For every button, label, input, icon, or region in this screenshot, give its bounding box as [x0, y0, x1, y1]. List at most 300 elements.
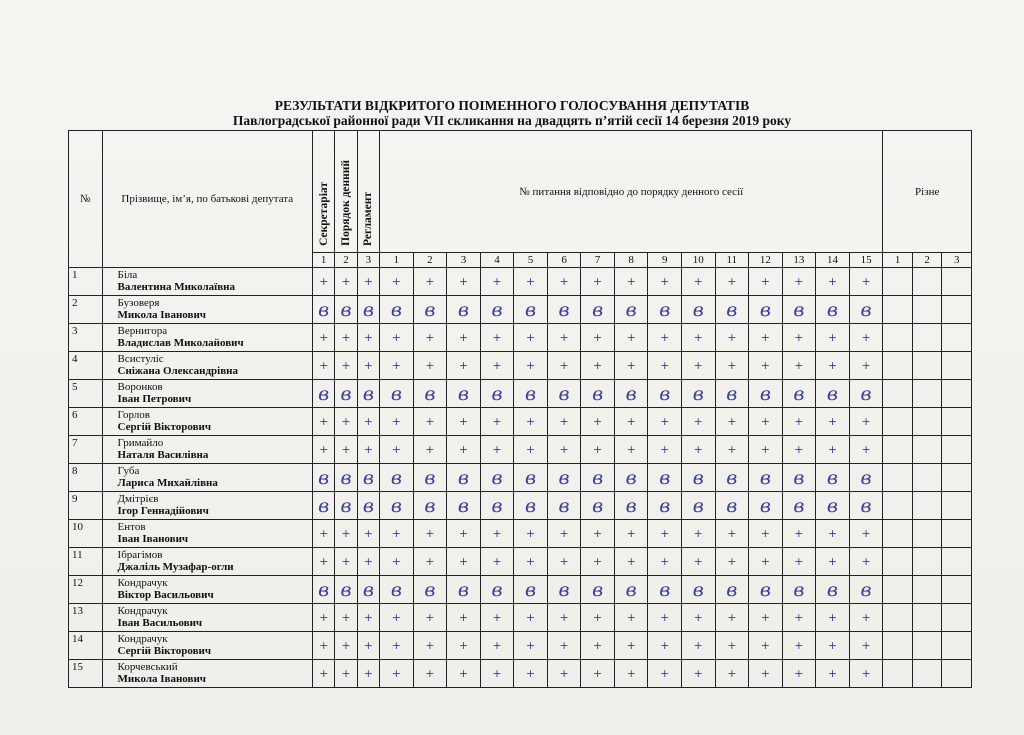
vote-mark: + — [380, 520, 414, 548]
vote-mark: + — [614, 408, 648, 436]
vote-mark: в — [413, 464, 447, 492]
misc-col-2: 2 — [912, 253, 941, 268]
vote-mark: в — [514, 380, 548, 408]
vote-mark: + — [547, 520, 581, 548]
vote-mark: + — [816, 324, 850, 352]
vote-mark: в — [380, 296, 414, 324]
deputy-name — [102, 436, 312, 464]
vote-mark: + — [447, 268, 481, 296]
vote-rows — [69, 268, 972, 688]
vote-mark: + — [480, 632, 514, 660]
vote-mark: + — [581, 408, 615, 436]
vote-mark: + — [357, 408, 379, 436]
vote-mark: + — [715, 436, 749, 464]
vote-mark: + — [514, 548, 548, 576]
vote-mark: + — [782, 436, 816, 464]
vote-mark: в — [335, 576, 357, 604]
misc-cell — [883, 268, 912, 296]
misc-cell — [883, 464, 912, 492]
vote-mark: в — [447, 576, 481, 604]
vote-mark: в — [682, 380, 716, 408]
deputy-first-name: Віктор Васильович — [117, 589, 214, 601]
vote-mark: в — [749, 380, 783, 408]
row-number: 14 — [69, 632, 103, 660]
misc-cell — [942, 296, 972, 324]
deputy-name — [102, 632, 312, 660]
vote-mark: + — [816, 548, 850, 576]
vote-mark: + — [447, 632, 481, 660]
vote-mark: + — [480, 408, 514, 436]
vote-mark: + — [380, 352, 414, 380]
misc-cell — [942, 632, 972, 660]
vote-mark: + — [749, 660, 783, 688]
deputy-last-name: Кондрачук — [117, 633, 168, 645]
vote-mark: в — [614, 380, 648, 408]
row-number: 10 — [69, 520, 103, 548]
vote-mark: в — [648, 464, 682, 492]
vote-mark: в — [581, 296, 615, 324]
deputy-name — [102, 268, 312, 296]
misc-cell — [942, 268, 972, 296]
vote-mark: + — [413, 632, 447, 660]
misc-cell — [883, 296, 912, 324]
vote-mark: + — [715, 408, 749, 436]
misc-cell — [912, 268, 941, 296]
vote-mark: + — [682, 268, 716, 296]
vote-mark: в — [782, 492, 816, 520]
vote-mark: в — [715, 464, 749, 492]
vote-mark: + — [514, 436, 548, 464]
deputy-last-name: Гримайло — [117, 437, 164, 449]
deputy-name — [102, 492, 312, 520]
vote-mark: + — [715, 604, 749, 632]
vote-mark: + — [514, 604, 548, 632]
vote-mark: + — [749, 436, 783, 464]
vote-mark: в — [849, 296, 883, 324]
vote-mark: + — [547, 548, 581, 576]
deputy-last-name: Всистуліс — [117, 353, 164, 365]
vote-mark: + — [581, 548, 615, 576]
agenda-col-6: 6 — [547, 253, 581, 268]
vote-mark: + — [749, 632, 783, 660]
agenda-col-2: 2 — [413, 253, 447, 268]
deputy-first-name: Лариса Михайлівна — [117, 477, 218, 489]
vote-mark: + — [614, 604, 648, 632]
deputy-first-name: Микола Іванович — [117, 673, 207, 685]
vote-mark: + — [480, 660, 514, 688]
deputy-name — [102, 576, 312, 604]
vote-mark: в — [514, 464, 548, 492]
vote-mark: в — [447, 296, 481, 324]
deputy-name — [102, 548, 312, 576]
vote-mark: в — [335, 296, 357, 324]
vote-mark: в — [380, 576, 414, 604]
vote-mark: в — [849, 380, 883, 408]
vote-mark: + — [782, 520, 816, 548]
vote-mark: в — [849, 464, 883, 492]
vote-mark: в — [514, 296, 548, 324]
misc-cell — [942, 324, 972, 352]
vote-mark: + — [380, 268, 414, 296]
vote-mark: + — [447, 324, 481, 352]
deputy-first-name: Сніжана Олександрівна — [117, 365, 238, 377]
vote-mark: + — [380, 604, 414, 632]
vote-mark: + — [816, 632, 850, 660]
vote-mark: + — [357, 324, 379, 352]
vote-mark: в — [413, 296, 447, 324]
deputy-last-name: Воронков — [117, 381, 163, 393]
vote-mark: + — [849, 408, 883, 436]
deputy-last-name: Біла — [117, 269, 138, 281]
vote-mark: в — [682, 492, 716, 520]
vote-mark: + — [648, 632, 682, 660]
agenda-col-11: 11 — [715, 253, 749, 268]
vote-mark: + — [682, 548, 716, 576]
misc-cell — [883, 352, 912, 380]
vote-mark: в — [335, 492, 357, 520]
vote-mark: + — [682, 352, 716, 380]
vote-mark: + — [782, 352, 816, 380]
vote-mark: в — [816, 464, 850, 492]
deputy-name — [102, 464, 312, 492]
vote-mark: + — [413, 660, 447, 688]
misc-cell — [883, 324, 912, 352]
row-number: 5 — [69, 380, 103, 408]
misc-cell — [942, 352, 972, 380]
deputy-first-name: Валентина Миколаївна — [117, 281, 235, 293]
vote-mark: + — [357, 436, 379, 464]
document-title: РЕЗУЛЬТАТИ ВІДКРИТОГО ПОІМЕННОГО ГОЛОСУВАННЯ ДЕПУТАТІВ — [274, 98, 750, 113]
misc-cell — [942, 520, 972, 548]
vote-mark: + — [335, 632, 357, 660]
vote-mark: + — [782, 408, 816, 436]
vote-mark: + — [614, 520, 648, 548]
vote-mark: + — [514, 352, 548, 380]
vote-mark: + — [480, 436, 514, 464]
vote-mark: + — [413, 436, 447, 464]
misc-cell — [883, 520, 912, 548]
vote-mark: + — [715, 324, 749, 352]
vote-mark: в — [380, 492, 414, 520]
vote-mark: + — [816, 660, 850, 688]
vote-mark: в — [816, 380, 850, 408]
vote-mark: + — [816, 604, 850, 632]
vote-mark: + — [749, 604, 783, 632]
table-row — [69, 296, 972, 324]
vote-mark: + — [480, 352, 514, 380]
vote-mark: + — [581, 324, 615, 352]
table-row — [69, 604, 972, 632]
vote-mark: в — [749, 296, 783, 324]
vote-mark: + — [335, 352, 357, 380]
vote-mark: + — [547, 660, 581, 688]
misc-cell — [912, 492, 941, 520]
vote-mark: в — [547, 464, 581, 492]
vote-mark: + — [581, 520, 615, 548]
row-number: 3 — [69, 324, 103, 352]
vote-mark: + — [614, 632, 648, 660]
vote-mark: + — [335, 548, 357, 576]
vote-mark: + — [614, 660, 648, 688]
deputy-name — [102, 352, 312, 380]
vote-mark: + — [380, 324, 414, 352]
deputy-last-name: Горлов — [117, 409, 150, 421]
vote-table — [68, 130, 972, 688]
vote-mark: + — [682, 632, 716, 660]
misc-cell — [883, 548, 912, 576]
vote-mark: + — [547, 436, 581, 464]
vote-mark: в — [648, 380, 682, 408]
vote-mark: в — [335, 464, 357, 492]
vote-mark: + — [682, 520, 716, 548]
row-number: 12 — [69, 576, 103, 604]
deputy-name — [102, 296, 312, 324]
vote-mark: + — [749, 408, 783, 436]
header-name: Прізвище, ім’я, по батькові депутата — [102, 131, 312, 268]
vote-mark: + — [335, 268, 357, 296]
agenda-col-5: 5 — [514, 253, 548, 268]
vote-mark: + — [357, 632, 379, 660]
vote-mark: + — [313, 408, 335, 436]
vote-mark: + — [849, 324, 883, 352]
vote-mark: + — [357, 548, 379, 576]
vote-mark: в — [357, 296, 379, 324]
vote-mark: + — [682, 324, 716, 352]
vote-mark: + — [380, 408, 414, 436]
vote-mark: в — [749, 492, 783, 520]
vote-mark: + — [715, 520, 749, 548]
deputy-last-name: Кондрачук — [117, 577, 168, 589]
vote-mark: + — [447, 604, 481, 632]
vote-mark: + — [313, 436, 335, 464]
header-misc: Різне — [883, 131, 972, 253]
vote-mark: в — [682, 296, 716, 324]
vote-mark: + — [380, 548, 414, 576]
deputy-first-name: Сергій Вікторович — [117, 421, 212, 433]
misc-cell — [912, 660, 941, 688]
vote-mark: + — [849, 520, 883, 548]
vote-mark: в — [614, 492, 648, 520]
vote-mark: в — [715, 296, 749, 324]
agenda-col-13: 13 — [782, 253, 816, 268]
vote-mark: в — [581, 380, 615, 408]
misc-cell — [942, 492, 972, 520]
deputy-first-name: Іван Петрович — [117, 393, 192, 405]
misc-cell — [883, 660, 912, 688]
deputy-last-name: Бузоверя — [117, 297, 160, 309]
vote-mark: + — [648, 548, 682, 576]
vote-mark: + — [480, 604, 514, 632]
vote-mark: + — [581, 632, 615, 660]
misc-cell — [912, 576, 941, 604]
vote-mark: + — [335, 408, 357, 436]
vote-mark: + — [749, 324, 783, 352]
misc-cell — [942, 576, 972, 604]
vote-mark: + — [715, 268, 749, 296]
vote-mark: + — [715, 548, 749, 576]
table-row — [69, 436, 972, 464]
vote-mark: + — [614, 324, 648, 352]
agenda-col-10: 10 — [682, 253, 716, 268]
vote-mark: в — [357, 464, 379, 492]
vote-mark: в — [447, 492, 481, 520]
vote-mark: в — [816, 576, 850, 604]
vote-mark: + — [682, 660, 716, 688]
agenda-col-7: 7 — [581, 253, 615, 268]
deputy-first-name: Сергій Вікторович — [117, 645, 212, 657]
vote-mark: + — [313, 604, 335, 632]
misc-cell — [912, 380, 941, 408]
vote-mark: + — [648, 352, 682, 380]
misc-cell — [912, 296, 941, 324]
vote-mark: + — [849, 268, 883, 296]
vote-mark: в — [480, 464, 514, 492]
vote-mark: в — [547, 296, 581, 324]
vote-mark: + — [514, 268, 548, 296]
header-regulation: Регламент — [357, 131, 379, 253]
deputy-first-name: Микола Іванович — [117, 309, 207, 321]
misc-cell — [883, 604, 912, 632]
misc-col-3: 3 — [942, 253, 972, 268]
table-row — [69, 324, 972, 352]
vote-mark: в — [514, 492, 548, 520]
vote-mark: + — [413, 324, 447, 352]
vote-mark: + — [682, 436, 716, 464]
vote-mark: + — [335, 660, 357, 688]
vote-mark: в — [782, 380, 816, 408]
vote-mark: в — [357, 492, 379, 520]
vote-mark: + — [480, 548, 514, 576]
vote-mark: + — [816, 436, 850, 464]
vote-mark: в — [357, 576, 379, 604]
vote-mark: + — [313, 352, 335, 380]
vote-mark: + — [782, 660, 816, 688]
vote-mark: + — [357, 604, 379, 632]
deputy-last-name: Ібрагімов — [117, 549, 163, 561]
vote-mark: + — [648, 520, 682, 548]
vote-mark: + — [614, 352, 648, 380]
vote-mark: в — [480, 380, 514, 408]
vote-mark: в — [782, 576, 816, 604]
deputy-first-name: Владислав Миколайович — [117, 337, 244, 349]
vote-mark: + — [648, 604, 682, 632]
deputy-first-name: Ігор Геннадійович — [117, 505, 209, 517]
table-row — [69, 576, 972, 604]
vote-mark: в — [849, 492, 883, 520]
vote-mark: в — [715, 492, 749, 520]
vote-mark: в — [413, 576, 447, 604]
vote-mark: + — [413, 548, 447, 576]
vote-mark: + — [514, 632, 548, 660]
table-row — [69, 352, 972, 380]
vote-mark: в — [782, 464, 816, 492]
vote-mark: + — [313, 520, 335, 548]
vote-mark: + — [447, 660, 481, 688]
organ-col-2: 2 — [335, 253, 357, 268]
deputy-last-name: Корчевський — [117, 661, 178, 673]
misc-col-1: 1 — [883, 253, 912, 268]
header-number: № — [69, 131, 103, 268]
vote-mark: в — [380, 380, 414, 408]
vote-mark: в — [480, 296, 514, 324]
organ-col-1: 1 — [313, 253, 335, 268]
vote-mark: + — [648, 268, 682, 296]
vote-mark: в — [581, 492, 615, 520]
vote-mark: в — [682, 576, 716, 604]
vote-mark: в — [715, 576, 749, 604]
vote-mark: + — [514, 324, 548, 352]
vote-mark: в — [782, 296, 816, 324]
table-row — [69, 408, 972, 436]
row-number: 8 — [69, 464, 103, 492]
misc-cell — [883, 436, 912, 464]
misc-cell — [912, 604, 941, 632]
vote-mark: + — [413, 408, 447, 436]
vote-mark: + — [514, 660, 548, 688]
misc-cell — [912, 352, 941, 380]
vote-mark: в — [849, 576, 883, 604]
vote-mark: + — [849, 352, 883, 380]
vote-mark: + — [816, 520, 850, 548]
agenda-col-1: 1 — [380, 253, 414, 268]
row-number: 4 — [69, 352, 103, 380]
vote-mark: + — [849, 436, 883, 464]
agenda-col-9: 9 — [648, 253, 682, 268]
vote-mark: + — [682, 408, 716, 436]
vote-mark: + — [749, 352, 783, 380]
agenda-col-15: 15 — [849, 253, 883, 268]
vote-mark: + — [357, 520, 379, 548]
misc-cell — [942, 464, 972, 492]
vote-mark: + — [581, 660, 615, 688]
vote-mark: + — [547, 324, 581, 352]
vote-mark: + — [782, 268, 816, 296]
header-agenda-items: № питання відповідно до порядку денного сесії — [380, 131, 883, 253]
vote-mark: в — [547, 576, 581, 604]
misc-cell — [912, 464, 941, 492]
vote-mark: + — [849, 660, 883, 688]
deputy-name — [102, 604, 312, 632]
vote-mark: в — [648, 492, 682, 520]
vote-mark: + — [715, 660, 749, 688]
vote-mark: + — [447, 436, 481, 464]
vote-mark: в — [547, 492, 581, 520]
deputy-name — [102, 380, 312, 408]
misc-cell — [912, 548, 941, 576]
vote-mark: в — [447, 380, 481, 408]
vote-mark: в — [313, 576, 335, 604]
vote-mark: + — [816, 352, 850, 380]
vote-mark: + — [782, 324, 816, 352]
vote-mark: в — [413, 380, 447, 408]
misc-cell — [912, 408, 941, 436]
vote-mark: + — [614, 548, 648, 576]
vote-mark: + — [357, 352, 379, 380]
agenda-col-14: 14 — [816, 253, 850, 268]
vote-mark: в — [581, 576, 615, 604]
misc-cell — [883, 576, 912, 604]
vote-mark: + — [682, 604, 716, 632]
vote-mark: в — [413, 492, 447, 520]
vote-mark: в — [447, 464, 481, 492]
vote-mark: + — [514, 520, 548, 548]
vote-mark: + — [413, 352, 447, 380]
deputy-name — [102, 324, 312, 352]
vote-mark: + — [614, 436, 648, 464]
vote-mark: + — [749, 268, 783, 296]
vote-mark: + — [749, 520, 783, 548]
table-row — [69, 660, 972, 688]
